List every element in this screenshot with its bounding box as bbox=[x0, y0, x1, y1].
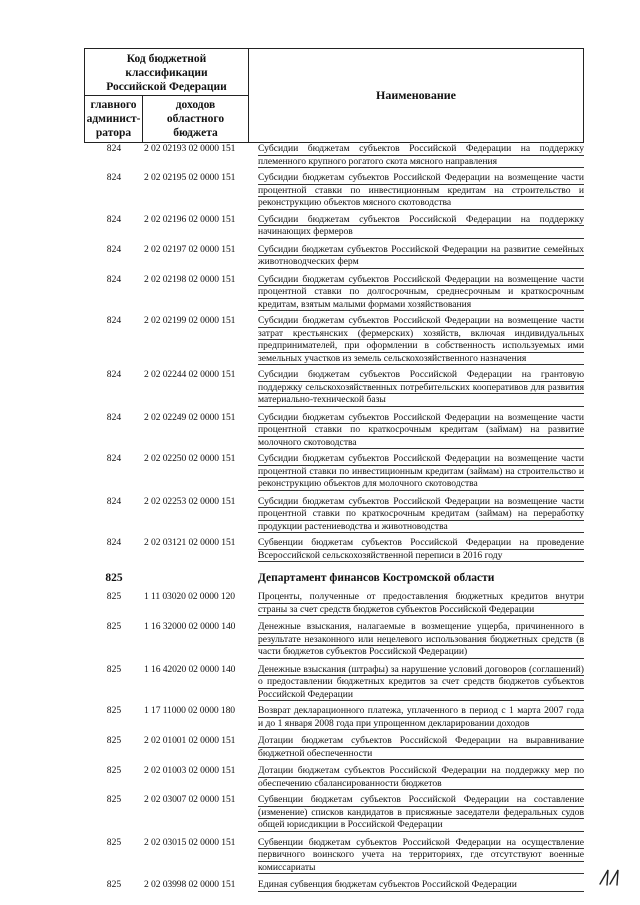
table-row bbox=[84, 315, 584, 365]
table-row bbox=[84, 214, 584, 239]
name-column-header: Наименование bbox=[376, 88, 456, 102]
description-line: Субсидии бюджетам субъектов Российской Федерации на поддержку bbox=[258, 213, 584, 225]
description-line: Субвенции бюджетам субъектов Российской Федерации на проведение bbox=[258, 537, 584, 548]
description-line: Возврат декларационного платежа, уплаченного в период с 1 марта 2007 года bbox=[258, 705, 584, 716]
admin-code-cell: 824 bbox=[106, 315, 122, 326]
admin-code-cell: 825 bbox=[106, 663, 122, 675]
description-cell bbox=[258, 214, 584, 239]
table-row bbox=[84, 496, 584, 534]
header-line: классификации bbox=[125, 67, 208, 79]
description-line: реконструкцию объектов мясного скотоводства bbox=[258, 197, 584, 210]
table-row bbox=[84, 705, 584, 730]
description-line: Департамент финансов Костромской области bbox=[258, 572, 495, 584]
table-row bbox=[84, 591, 584, 616]
table-row bbox=[84, 274, 584, 312]
admin-code-cell: 824 bbox=[106, 213, 122, 225]
admin-code-cell: 824 bbox=[106, 243, 122, 255]
table-row bbox=[84, 537, 584, 562]
income-code-cell: 2 02 02193 02 0000 151 bbox=[144, 143, 236, 154]
description-line: Проценты, полученные от предоставления бюджетных кредитов внутри bbox=[258, 591, 584, 602]
table-row bbox=[84, 244, 584, 269]
description-line: обеспечению сбалансированности бюджетов bbox=[258, 778, 584, 791]
description-cell bbox=[258, 496, 584, 534]
description-line: затрат крестьянских (фермерских) хозяйств, включая индивидуальных bbox=[258, 327, 584, 339]
description-line: результате незаконного или нецелевого использования бюджетных средств (в bbox=[258, 633, 584, 645]
description-cell bbox=[258, 244, 584, 269]
description-line: страны за счет средств бюджетов субъектов Российской Федерации bbox=[258, 604, 584, 617]
description-cell bbox=[258, 621, 584, 659]
table-row bbox=[84, 412, 584, 450]
description-cell bbox=[258, 879, 584, 892]
description-cell bbox=[258, 412, 584, 450]
description-line: процентной ставки по краткосрочным кредитам (займам) на развитие bbox=[258, 424, 584, 435]
description-line: первичного воинского учета на территориях, где отсутствуют военные bbox=[258, 849, 584, 860]
admin-code-cell: 825 bbox=[106, 705, 122, 716]
description-line: начинающих фермеров bbox=[258, 226, 584, 239]
description-line: о предоставлении бюджетных кредитов за счет средств бюджетов субъектов bbox=[258, 676, 584, 687]
income-code-cell: 2 02 01001 02 0000 151 bbox=[144, 735, 236, 746]
description-line: процентной ставки по инвестиционным кредитам на строительство и bbox=[258, 184, 584, 196]
admin-code-cell: 825 bbox=[106, 621, 122, 632]
description-cell bbox=[258, 794, 584, 832]
table-header bbox=[84, 48, 584, 143]
income-code-cell: 2 02 02253 02 0000 151 bbox=[144, 495, 236, 507]
income-code-cell: 2 02 02195 02 0000 151 bbox=[144, 172, 236, 183]
description-line: Субсидии бюджетам субъектов Российской Федерации на поддержку bbox=[258, 143, 584, 154]
description-line: Субвенции бюджетам субъектов Российской Федерации на составление bbox=[258, 794, 584, 805]
description-line: общей юрисдикции в Российской Федерации bbox=[258, 819, 584, 832]
admin-code-cell: 824 bbox=[106, 453, 122, 464]
income-code-cell: 2 02 02199 02 0000 151 bbox=[144, 315, 236, 326]
description-line: кредитам, взятым малыми формами хозяйствования bbox=[258, 299, 584, 312]
income-code-cell: 2 02 02196 02 0000 151 bbox=[144, 213, 236, 225]
description-line: Субсидии бюджетам субъектов Российской Федерации на возмещение части bbox=[258, 172, 584, 183]
income-code-cell: 2 02 02197 02 0000 151 bbox=[144, 243, 236, 255]
table-row bbox=[84, 765, 584, 790]
admin-code-cell: 824 bbox=[106, 369, 122, 380]
admin-code-cell: 824 bbox=[106, 495, 122, 507]
admin-code-cell: 824 bbox=[106, 273, 122, 285]
table-row bbox=[84, 794, 584, 832]
admin-code-cell: 825 bbox=[106, 836, 122, 848]
description-cell bbox=[258, 172, 584, 210]
description-line: Субсидии бюджетам субъектов Российской Федерации на развитие семейных bbox=[258, 243, 584, 255]
description-cell bbox=[258, 143, 584, 168]
table-row bbox=[84, 735, 584, 760]
admin-code-cell: 824 bbox=[106, 537, 122, 548]
description-line: племенного крупного рогатого скота мясного направления bbox=[258, 156, 584, 169]
header-line: Код бюджетной bbox=[126, 53, 207, 65]
income-code-cell: 2 02 02244 02 0000 151 bbox=[144, 369, 236, 380]
income-code-cell: 2 02 02250 02 0000 151 bbox=[144, 453, 236, 464]
income-code-cell: 2 02 03121 02 0000 151 bbox=[144, 537, 236, 548]
description-line: комиссариаты bbox=[258, 862, 584, 875]
description-cell bbox=[258, 705, 584, 730]
admin-code-cell: 824 bbox=[106, 172, 122, 183]
admin-code-cell: 825 bbox=[106, 735, 122, 746]
admin-column-header bbox=[85, 96, 143, 142]
description-cell bbox=[258, 735, 584, 760]
description-cell bbox=[258, 837, 584, 875]
description-cell bbox=[258, 274, 584, 312]
table-row bbox=[84, 621, 584, 659]
header-line: Российской Федерации bbox=[106, 81, 227, 93]
income-code-cell: 1 17 11000 02 0000 180 bbox=[144, 705, 235, 716]
table-row bbox=[84, 453, 584, 491]
admin-code-cell: 824 bbox=[106, 143, 122, 154]
description-line: Денежные взыскания, налагаемые в возмещение ущерба, причиненного в bbox=[258, 621, 584, 632]
description-line: предпринимателей, при оформлении в собственность используемых ими bbox=[258, 340, 584, 351]
description-line: Денежные взыскания (штрафы) за нарушение условий договоров (соглашений) bbox=[258, 663, 584, 675]
admin-code-cell: 825 bbox=[106, 765, 122, 776]
header-line: доходов bbox=[175, 99, 216, 111]
admin-code-cell: 825 bbox=[105, 572, 123, 584]
description-line: Субсидии бюджетам субъектов Российской Федерации на возмещение части bbox=[258, 453, 584, 464]
header-line: ратора bbox=[95, 127, 132, 139]
description-cell bbox=[258, 537, 584, 562]
description-line: части бюджетов субъектов Российской Федерации) bbox=[258, 646, 584, 659]
handwritten-page-mark bbox=[596, 866, 626, 888]
description-line: Субсидии бюджетам субъектов Российской Федерации на возмещение части bbox=[258, 411, 584, 423]
description-line: животноводческих ферм bbox=[258, 256, 584, 269]
description-line: Субсидии бюджетам субъектов Российской Федерации на грантовую bbox=[258, 369, 584, 380]
description-cell bbox=[258, 315, 584, 365]
income-code-cell bbox=[144, 571, 258, 585]
description-cell bbox=[258, 591, 584, 616]
table-body bbox=[84, 143, 584, 896]
income-code-cell: 2 02 03015 02 0000 151 bbox=[144, 836, 236, 848]
description-line: Российской Федерации bbox=[258, 689, 584, 702]
admin-code-cell: 825 bbox=[106, 879, 122, 890]
description-line: материально-технической базы bbox=[258, 394, 584, 407]
table-row bbox=[84, 369, 584, 407]
description-line: процентной ставки по краткосрочным кредитам (займам) на переработку bbox=[258, 508, 584, 519]
description-line: (изменение) списков кандидатов в присяжные заседатели федеральных судов bbox=[258, 806, 584, 818]
income-code-cell: 1 11 03020 02 0000 120 bbox=[144, 591, 235, 602]
description-line: Субсидии бюджетам субъектов Российской Федерации на возмещение части bbox=[258, 273, 584, 285]
description-line: Единая субвенция бюджетам субъектов Российской Федерации bbox=[258, 879, 584, 892]
income-code-cell: 2 02 02198 02 0000 151 bbox=[144, 273, 236, 285]
income-code-cell: 1 16 32000 02 0000 140 bbox=[144, 621, 236, 632]
admin-code-cell: 824 bbox=[106, 411, 122, 423]
table-row bbox=[84, 837, 584, 875]
description-line: продукции растениеводства и животноводства bbox=[258, 521, 584, 534]
header-line: областного bbox=[166, 113, 225, 125]
income-code-cell: 2 02 01003 02 0000 151 bbox=[144, 765, 236, 776]
description-line: Дотации бюджетам субъектов Российской Федерации на поддержку мер по bbox=[258, 765, 584, 776]
income-column-header bbox=[143, 96, 249, 142]
description-line: процентной ставки по долгосрочным, среднесрочным и краткосрочным bbox=[258, 286, 584, 297]
admin-code-cell: 825 bbox=[106, 591, 122, 602]
table-row bbox=[84, 664, 584, 702]
income-code-cell: 2 02 02249 02 0000 151 bbox=[144, 411, 236, 423]
description-cell bbox=[258, 453, 584, 491]
description-line: бюджетной обеспеченности bbox=[258, 748, 584, 761]
description-line: Дотации бюджетам субъектов Российской Федерации на выравнивание bbox=[258, 735, 584, 746]
income-code-cell: 2 02 03007 02 0000 151 bbox=[144, 794, 236, 805]
header-line: админист- bbox=[86, 113, 141, 125]
header-line: бюджета bbox=[173, 127, 218, 139]
description-line: земельных участков из земель сельскохозяйственного назначения bbox=[258, 353, 584, 366]
description-line: Субвенции бюджетам субъектов Российской Федерации на осуществление bbox=[258, 836, 584, 848]
table-row bbox=[84, 143, 584, 168]
description-line: процентной ставки по инвестиционным кредитам (займам) на строительство и bbox=[258, 465, 584, 477]
code-group-header bbox=[85, 49, 249, 96]
admin-code-cell: 825 bbox=[106, 794, 122, 805]
description-line: молочного скотоводства bbox=[258, 437, 584, 450]
description-cell bbox=[258, 369, 584, 407]
table-row bbox=[84, 172, 584, 210]
description-cell bbox=[258, 571, 584, 585]
section-row bbox=[84, 571, 584, 585]
description-line: и до 1 января 2008 года при упрощенном декларировании доходов bbox=[258, 718, 584, 731]
description-line: реконструкцию объектов для молочного скотоводства bbox=[258, 478, 584, 491]
description-line: поддержку сельскохозяйственных потребительских кооперативов для развития bbox=[258, 381, 584, 393]
table-row bbox=[84, 879, 584, 892]
description-line: Субсидии бюджетам субъектов Российской Федерации на возмещение части bbox=[258, 495, 584, 507]
description-line: Всероссийской сельскохозяйственной переписи в 2016 году bbox=[258, 550, 584, 563]
description-cell bbox=[258, 664, 584, 702]
description-line: Субсидии бюджетам субъектов Российской Федерации на возмещение части bbox=[258, 315, 584, 326]
description-cell bbox=[258, 765, 584, 790]
income-code-cell: 1 16 42020 02 0000 140 bbox=[144, 663, 236, 675]
header-line: главного bbox=[90, 99, 137, 111]
income-code-cell: 2 02 03998 02 0000 151 bbox=[144, 879, 236, 890]
